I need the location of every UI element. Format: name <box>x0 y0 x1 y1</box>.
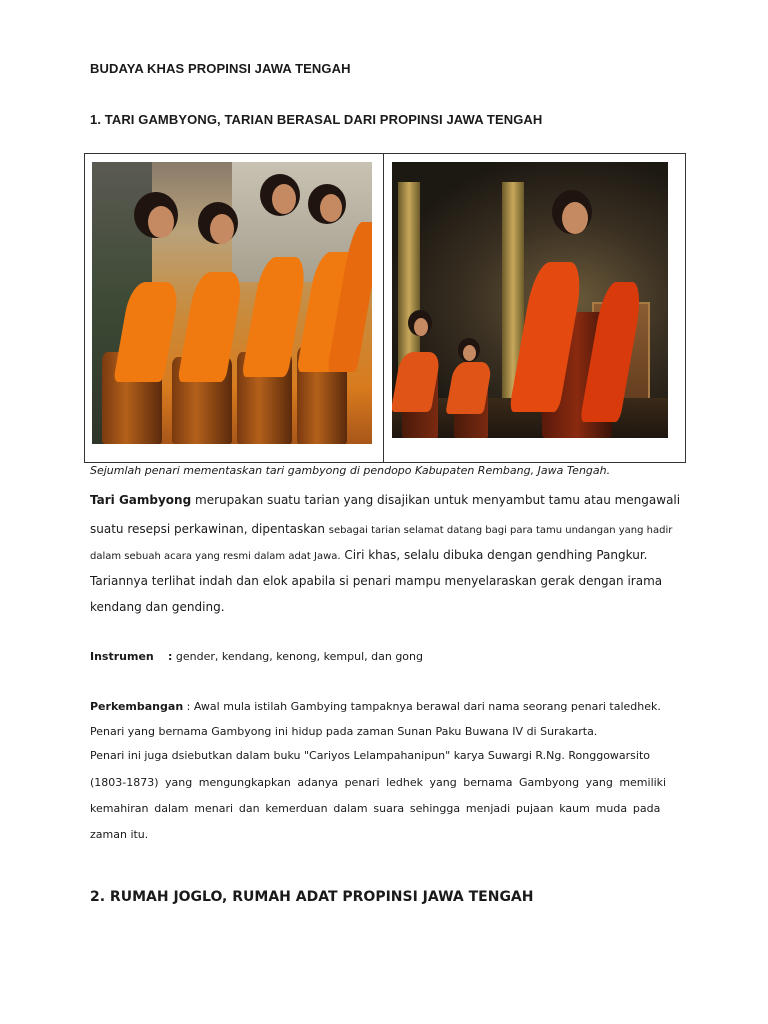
intro-line-3-text: Ciri khas, selalu dibuka dengan gendhing Pangkur. <box>340 548 648 562</box>
document-title: BUDAYA KHAS PROPINSI JAWA TENGAH <box>90 61 351 76</box>
perkembangan-line-4: (1803-1873) yang mengungkapkan adanya penari ledhek yang bernama Gambyong yang memiliki <box>90 776 667 789</box>
gambyong-stage-dancer-photo <box>392 162 668 438</box>
intro-line-5: kendang dan gending. <box>90 600 225 614</box>
perkembangan-line-1 <box>90 700 661 713</box>
intro-line-3 <box>90 546 647 564</box>
perkembangan-line-5: kemahiran dalam menari dan kemerduan dalam suara sehingga menjadi pujaan kaum muda pada <box>90 802 661 815</box>
perkembangan-line-3: Penari ini juga dsiebutkan dalam buku "Cariyos Lelampahanipun" karya Suwargi R.Ng. Ronggowarsito <box>90 749 651 762</box>
section-2-heading: 2. RUMAH JOGLO, RUMAH ADAT PROPINSI JAWA TENGAH <box>90 889 534 905</box>
instrumen-value-line <box>168 650 423 663</box>
intro-line-2-text: suatu resepsi perkawinan, dipentaskan <box>90 522 329 536</box>
perkembangan-label: Perkembangan <box>90 700 184 713</box>
section-1-heading: 1. TARI GAMBYONG, TARIAN BERASAL DARI PROPINSI JAWA TENGAH <box>90 112 543 127</box>
intro-line-3-small: dalam sebuah acara yang resmi dalam adat Jawa. <box>90 551 341 562</box>
perkembangan-line-2: Penari yang bernama Gambyong ini hidup pada zaman Sunan Paku Buwana IV di Surakarta. <box>90 725 598 738</box>
instrumen-separator: : <box>168 650 173 663</box>
intro-line-1 <box>90 493 680 507</box>
instrumen-line <box>90 650 154 663</box>
intro-bold-term: Tari Gambyong <box>90 493 192 507</box>
intro-line-2-small: sebagai tarian selamat datang bagi para tamu undangan yang hadir <box>328 525 673 536</box>
intro-line-4: Tariannya terlihat indah dan elok apabila si penari mampu menyelaraskan gerak dengan irama <box>90 574 663 588</box>
instrumen-label: Instrumen <box>90 650 154 663</box>
intro-line-2 <box>90 520 672 538</box>
gambyong-dancers-photo <box>92 162 372 444</box>
intro-line-1-text: merupakan suatu tarian yang disajikan untuk menyambut tamu atau mengawali <box>191 493 681 507</box>
instrumen-value: gender, kendang, kenong, kempul, dan gong <box>172 650 423 663</box>
figure-caption: Sejumlah penari mementaskan tari gambyong di pendopo Kabupaten Rembang, Jawa Tengah. <box>90 464 611 477</box>
perkembangan-line-1-text: : Awal mula istilah Gambying tampaknya berawal dari nama seorang penari taledhek. <box>183 700 661 713</box>
perkembangan-line-6: zaman itu. <box>90 828 149 841</box>
